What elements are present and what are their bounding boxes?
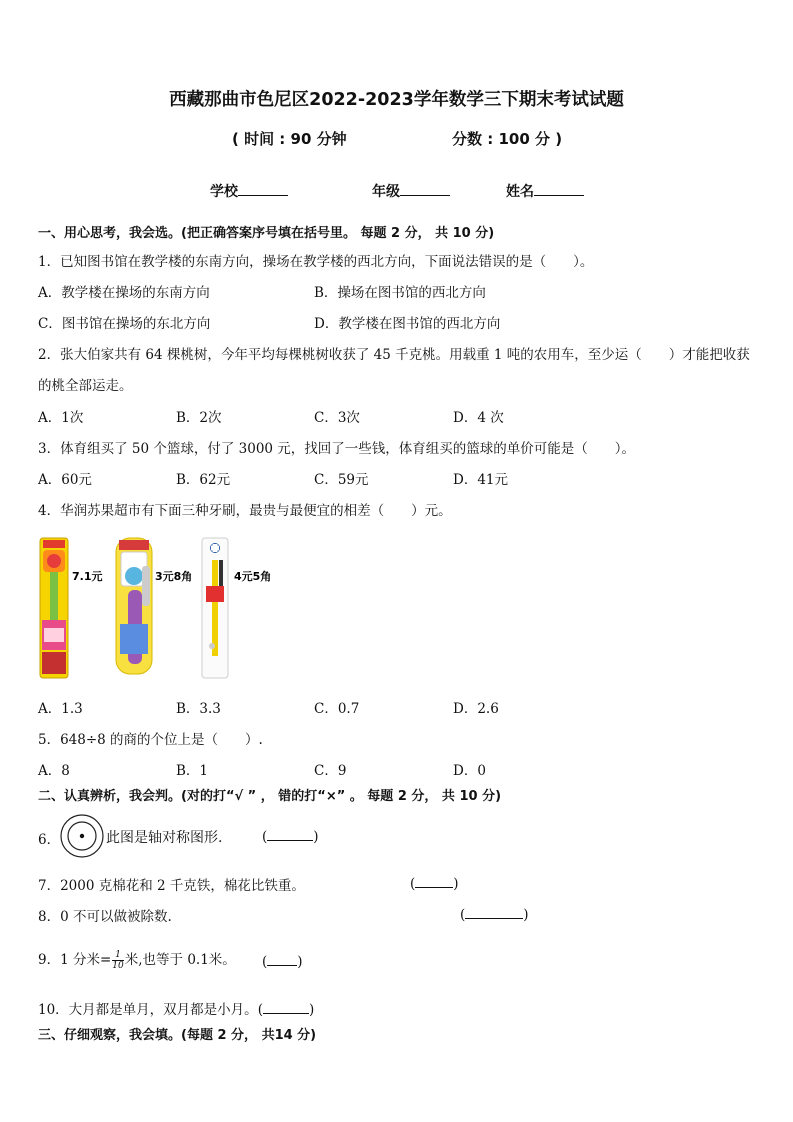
toothbrush-3-image bbox=[202, 538, 228, 678]
q9-pre: 9．1 分米= bbox=[38, 952, 112, 968]
q7-paren-close: ) bbox=[453, 876, 459, 892]
grade-field bbox=[372, 181, 450, 201]
q6-paren-open: ( bbox=[262, 829, 268, 845]
q1-option-a: A．教学楼在操场的东南方向 bbox=[38, 285, 210, 301]
q2-text-line2: 的桃全部运走。 bbox=[38, 378, 133, 394]
q4-option-a: A．1.3 bbox=[38, 701, 83, 717]
q4-text: 4．华润苏果超市有下面三种牙刷，最贵与最便宜的相差（ ）元。 bbox=[38, 503, 452, 519]
q1-option-d: D．教学楼在图书馆的西北方向 bbox=[314, 316, 501, 332]
q10-paren-close: ) bbox=[308, 1002, 315, 1018]
q10-blank[interactable] bbox=[263, 1000, 309, 1014]
q2-option-c: C．3次 bbox=[314, 410, 360, 426]
name-blank[interactable] bbox=[534, 181, 584, 196]
toothbrush-2-image bbox=[116, 538, 152, 674]
q6-paren-close: ) bbox=[313, 829, 319, 845]
q5-option-b: B．1 bbox=[176, 763, 209, 779]
q6-answer[interactable] bbox=[262, 827, 319, 845]
q5-text: 5．648÷8 的商的个位上是（ ）. bbox=[38, 732, 263, 748]
q10-statement: 10．大月都是单月，双月都是小月。 bbox=[38, 1002, 258, 1018]
q1-option-b: B．操场在图书馆的西北方向 bbox=[314, 285, 486, 301]
section1-heading: 一、用心思考，我会选。(把正确答案序号填在括号里。 每题 2 分， 共 10 分) bbox=[38, 226, 495, 241]
q3-option-b: B．62元 bbox=[176, 472, 231, 488]
q10-paren-open: ( bbox=[257, 1002, 263, 1018]
q1-text: 1．已知图书馆在教学楼的东南方向，操场在教学楼的西北方向，下面说法错误的是（ ）。 bbox=[38, 254, 594, 270]
name-field bbox=[506, 181, 584, 201]
q8-answer[interactable] bbox=[460, 905, 529, 923]
grade-blank[interactable] bbox=[400, 181, 450, 196]
q4-option-c: C．0.7 bbox=[314, 701, 360, 717]
q2-text-line1: 2．张大伯家共有 64 棵桃树，今年平均每棵桃树收获了 45 千克桃。用载重 1 吨的农用车，至少运（ ）才能把收获 bbox=[38, 347, 750, 363]
q6-blank[interactable] bbox=[267, 827, 313, 841]
q1-option-c: C．图书馆在操场的东北方向 bbox=[38, 316, 211, 332]
q9-post: 米,也等于 0.1米。 bbox=[124, 952, 236, 968]
school-label: 学校 bbox=[210, 184, 238, 200]
q2-option-a: A．1次 bbox=[38, 410, 84, 426]
q2-option-b: B．2次 bbox=[176, 410, 222, 426]
q3-text: 3．体育组买了 50 个篮球，付了 3000 元，找回了一些钱，体育组买的篮球的单价可能是（ ）。 bbox=[38, 441, 636, 457]
q7-text: 7．2000 克棉花和 2 千克铁，棉花比铁重。 bbox=[38, 878, 305, 894]
section2-heading: 二、认真辨析，我会判。(对的打“√ ” ， 错的打“×” 。 每题 2 分， 共 10 分) bbox=[38, 789, 502, 804]
q7-blank[interactable] bbox=[415, 874, 453, 888]
toothbrush-1-image bbox=[40, 538, 68, 678]
q4-option-b: B．3.3 bbox=[176, 701, 221, 717]
q9-fraction-denominator: 10 bbox=[112, 961, 124, 971]
toothbrush-2-price: 3元8角 bbox=[155, 570, 193, 583]
q2-option-d: D．4 次 bbox=[453, 410, 504, 426]
time-label: ( 时间 : 90 分钟 bbox=[232, 130, 347, 148]
q9-fraction-numerator: 1 bbox=[112, 950, 123, 961]
name-label: 姓名 bbox=[506, 184, 534, 200]
q9-blank[interactable] bbox=[267, 952, 297, 966]
q3-option-a: A．60元 bbox=[38, 472, 92, 488]
q5-option-c: C．9 bbox=[314, 763, 347, 779]
school-field bbox=[210, 181, 288, 201]
toothbrush-images bbox=[36, 536, 286, 682]
section3-heading: 三、仔细观察，我会填。(每题 2 分， 共14 分) bbox=[38, 1028, 317, 1043]
toothbrush-3-price: 4元5角 bbox=[234, 570, 272, 583]
q9-answer[interactable] bbox=[262, 952, 303, 970]
q8-text: 8．0 不可以做被除数. bbox=[38, 909, 172, 925]
circle-figure-icon bbox=[58, 812, 106, 860]
q9-paren-close: ) bbox=[297, 954, 303, 970]
grade-label: 年级 bbox=[372, 184, 400, 200]
q8-paren-close: ) bbox=[523, 907, 529, 923]
q6-number: 6． bbox=[38, 832, 61, 848]
q9-paren-open: ( bbox=[262, 954, 268, 970]
school-blank[interactable] bbox=[238, 181, 288, 196]
q7-paren-open: ( bbox=[410, 876, 416, 892]
q9-text bbox=[38, 948, 236, 971]
q3-option-c: C．59元 bbox=[314, 472, 369, 488]
q9-fraction bbox=[112, 950, 123, 971]
q8-paren-open: ( bbox=[460, 907, 466, 923]
q6-text: 此图是轴对称图形. bbox=[106, 830, 223, 846]
page-title: 西藏那曲市色尼区2022-2023学年数学三下期末考试试题 bbox=[169, 90, 624, 110]
q4-option-d: D．2.6 bbox=[453, 701, 499, 717]
q3-option-d: D．41元 bbox=[453, 472, 509, 488]
q7-answer[interactable] bbox=[410, 874, 459, 892]
q5-option-a: A．8 bbox=[38, 763, 70, 779]
q8-blank[interactable] bbox=[465, 905, 523, 919]
q5-option-d: D．0 bbox=[453, 763, 486, 779]
score-label: 分数 : 100 分 ) bbox=[452, 130, 563, 148]
q10-text bbox=[38, 998, 314, 1018]
toothbrush-1-price: 7.1元 bbox=[72, 570, 103, 583]
